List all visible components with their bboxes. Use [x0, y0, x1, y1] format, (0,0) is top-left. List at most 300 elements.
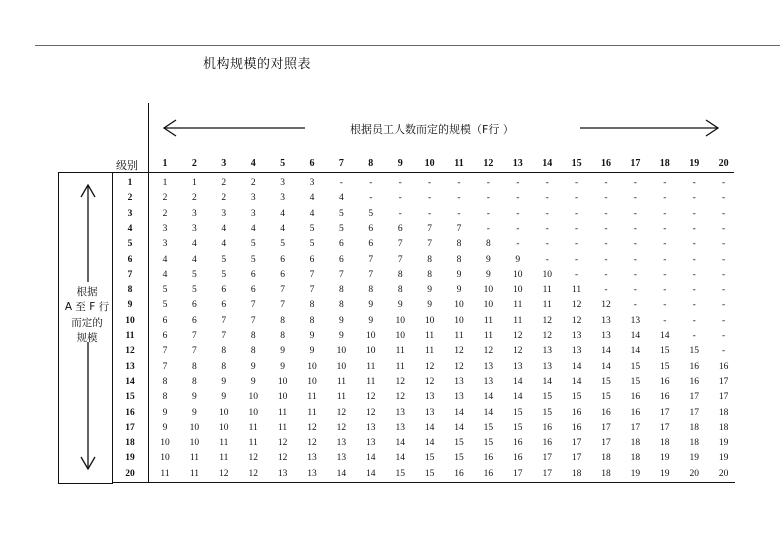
table-cell: 12 [336, 407, 347, 418]
table-cell: - [369, 193, 373, 204]
table-cell: 7 [221, 315, 227, 326]
table-cell: 3 [192, 223, 197, 234]
table-cell: 13 [630, 315, 641, 326]
table-cell: 10 [454, 315, 464, 326]
table-cell: 6 [221, 300, 227, 311]
table-cell: 6 [192, 300, 197, 311]
table-cell: - [604, 208, 608, 219]
table-cell: 18 [601, 453, 611, 464]
table-cell: 9 [486, 254, 491, 265]
table-cell: 2 [162, 208, 168, 219]
table-cell: 7 [309, 269, 315, 280]
table-cell: 9 [221, 376, 227, 387]
table-cell: 14 [483, 407, 494, 418]
column-header-16: 16 [601, 158, 611, 169]
table-cell: 13 [307, 453, 317, 464]
table-cell: 17 [689, 407, 699, 418]
table-cell: - [398, 193, 402, 204]
table-cell: 15 [454, 453, 464, 464]
table-cell: 11 [483, 331, 493, 341]
table-cell: 15 [513, 422, 523, 433]
table-cell: - [604, 223, 608, 234]
table-cell: 11 [454, 331, 464, 341]
column-header-9: 9 [397, 158, 403, 169]
table-cell: - [663, 178, 667, 188]
table-cell: 12 [248, 453, 258, 464]
table-cell: 11 [336, 376, 346, 387]
table-cell: 12 [219, 468, 229, 479]
column-header-6: 6 [309, 158, 315, 169]
table-cell: 13 [424, 392, 435, 403]
table-cell: 8 [309, 300, 315, 311]
table-cell: 8 [221, 346, 227, 357]
table-cell: - [692, 239, 696, 250]
table-cell: 14 [513, 392, 523, 403]
table-cell: - [575, 223, 579, 234]
row-level-9: 9 [127, 300, 133, 311]
table-cell: - [692, 254, 696, 265]
table-cell: - [663, 254, 667, 265]
table-cell: 3 [280, 193, 285, 204]
table-cell: - [633, 223, 637, 234]
table-cell: 8 [280, 315, 285, 326]
table-cell: 11 [336, 392, 346, 403]
table-cell: 17 [601, 422, 611, 433]
table-cell: 12 [395, 392, 405, 403]
table-cell: 7 [192, 346, 197, 357]
table-cell: 12 [336, 422, 347, 433]
table-cell: 15 [454, 438, 464, 449]
table-cell: 12 [513, 346, 523, 357]
row-level-19: 19 [125, 453, 135, 464]
table-cell: 19 [718, 453, 729, 464]
table-cell: 3 [221, 208, 227, 219]
column-header-11: 11 [454, 158, 464, 169]
table-cell: 8 [221, 361, 227, 372]
column-header-2: 2 [191, 158, 197, 169]
column-header-1: 1 [162, 158, 168, 169]
table-cell: 13 [454, 376, 464, 387]
table-cell: 20 [689, 468, 699, 479]
table-cell: 4 [162, 254, 168, 265]
table-cell: - [516, 193, 520, 204]
table-cell: - [516, 208, 520, 219]
table-cell: 15 [660, 346, 670, 357]
table-cell: 15 [542, 392, 552, 403]
table-cell: 7 [368, 254, 374, 265]
table-cell: 19 [630, 468, 641, 479]
table-cell: 17 [542, 468, 552, 479]
row-level-17: 17 [125, 422, 135, 433]
table-cell: 11 [189, 468, 199, 479]
table-cell: - [722, 285, 726, 296]
column-header-14: 14 [542, 158, 553, 169]
table-cell: 11 [366, 361, 376, 372]
table-cell: - [516, 178, 520, 188]
table-cell: - [486, 193, 490, 204]
table-cell: - [722, 254, 726, 265]
table-cell: 7 [339, 269, 344, 280]
table-cell: 8 [192, 376, 197, 387]
table-cell: 8 [368, 285, 374, 296]
table-cell: 11 [542, 285, 552, 296]
table-cell: 6 [192, 315, 197, 326]
table-cell: 9 [162, 422, 168, 433]
table-cell: - [545, 193, 549, 204]
row-level-6: 6 [127, 254, 133, 265]
table-cell: 16 [483, 468, 494, 479]
row-level-11: 11 [125, 331, 135, 341]
table-cell: 14 [601, 346, 611, 357]
table-cell: 8 [456, 239, 462, 250]
table-cell: 10 [366, 331, 376, 341]
table-cell: - [722, 223, 726, 234]
table-cell: 12 [601, 300, 611, 311]
table-cell: 9 [486, 269, 491, 280]
table-cell: 12 [424, 376, 435, 387]
table-cell: 9 [368, 315, 374, 326]
table-cell: 18 [718, 422, 729, 433]
table-cell: 19 [718, 438, 729, 449]
table-cell: 9 [339, 315, 344, 326]
table-cell: 8 [162, 376, 168, 387]
table-cell: 17 [660, 422, 670, 433]
table-cell: 13 [366, 422, 376, 433]
table-cell: 13 [601, 331, 611, 341]
table-cell: 13 [542, 361, 552, 372]
table-cell: 11 [189, 453, 199, 464]
table-cell: 1 [192, 178, 197, 188]
table-cell: - [545, 178, 549, 188]
table-cell: 7 [192, 331, 197, 341]
table-cell: 5 [221, 254, 227, 265]
table-cell: 10 [160, 453, 170, 464]
table-cell: - [428, 193, 432, 204]
table-cell: - [604, 285, 608, 296]
table-cell: 20 [718, 468, 729, 479]
table-cell: 12 [248, 468, 258, 479]
table-cell: 17 [571, 438, 582, 449]
level-label: 级别 [116, 159, 138, 172]
table-cell: 7 [368, 269, 374, 280]
table-cell: - [633, 254, 637, 265]
table-cell: 14 [660, 331, 670, 341]
table-cell: 13 [513, 361, 523, 372]
table-cell: 8 [192, 361, 197, 372]
table-cell: 16 [542, 438, 552, 449]
table-cell: - [633, 208, 637, 219]
table-cell: 15 [689, 346, 699, 357]
table-cell: 7 [456, 223, 462, 234]
table-cell: 18 [689, 438, 699, 449]
table-cell: 7 [250, 300, 256, 311]
table-cell: 12 [277, 438, 288, 449]
table-cell: 17 [601, 438, 611, 449]
table-cell: 10 [189, 438, 200, 449]
column-header-12: 12 [483, 158, 494, 169]
table-cell: 18 [571, 468, 582, 479]
table-cell: 3 [250, 193, 256, 204]
table-cell: 12 [454, 346, 464, 357]
table-cell: 6 [309, 254, 315, 265]
table-cell: 14 [571, 361, 582, 372]
row-level-7: 7 [127, 269, 133, 280]
table-cell: 10 [307, 361, 317, 372]
table-cell: 10 [483, 285, 494, 296]
table-cell: 18 [718, 407, 729, 418]
table-cell: 16 [601, 407, 611, 418]
table-cell: 15 [630, 376, 641, 387]
table-cell: 4 [192, 239, 197, 250]
table-cell: 14 [483, 392, 494, 403]
table-cell: 15 [395, 468, 405, 479]
table-cell: 17 [630, 422, 641, 433]
table-cell: - [604, 239, 608, 250]
table-cell: - [516, 223, 520, 234]
table-cell: 9 [339, 331, 344, 341]
table-cell: 14 [630, 346, 641, 357]
table-cell: 9 [250, 361, 256, 372]
table-cell: 15 [630, 361, 641, 372]
table-cell: 7 [427, 223, 432, 234]
table-cell: 16 [454, 468, 464, 479]
table-cell: 9 [280, 361, 285, 372]
table-cell: 11 [219, 438, 229, 449]
table-cell: 8 [427, 269, 432, 280]
table-cell: 4 [280, 223, 285, 234]
table-cell: 4 [162, 269, 168, 280]
row-level-5: 5 [127, 239, 133, 250]
table-cell: - [457, 208, 461, 219]
table-cell: 13 [454, 392, 464, 403]
table-cell: 11 [278, 422, 288, 433]
table-cell: 13 [601, 315, 611, 326]
table-cell: 5 [162, 300, 168, 311]
table-cell: - [428, 178, 432, 188]
table-cell: 12 [307, 438, 317, 449]
table-cell: 5 [309, 239, 315, 250]
table-cell: 2 [162, 193, 168, 204]
table-cell: 16 [630, 392, 641, 403]
column-header-19: 19 [689, 158, 700, 169]
table-cell: 7 [427, 239, 432, 250]
table-cell: - [339, 178, 343, 188]
table-cell: 3 [280, 178, 285, 188]
table-cell: 8 [397, 269, 403, 280]
table-cell: 8 [309, 315, 315, 326]
table-cell: - [369, 178, 373, 188]
table-cell: 6 [162, 315, 168, 326]
side-label-line-4: 规模 [76, 332, 98, 344]
table-cell: 18 [630, 438, 641, 449]
column-header-20: 20 [718, 158, 729, 169]
table-cell: 10 [395, 331, 405, 341]
row-level-12: 12 [125, 346, 135, 357]
table-cell: 5 [250, 239, 256, 250]
row-level-3: 3 [127, 208, 133, 219]
table-cell: 13 [424, 407, 435, 418]
table-cell: - [692, 300, 696, 311]
table-cell: 15 [601, 392, 611, 403]
table-cell: - [722, 208, 726, 219]
table-cell: 11 [307, 392, 317, 403]
table-cell: 12 [483, 346, 494, 357]
table-cell: 15 [424, 453, 435, 464]
table-cell: 11 [483, 315, 493, 326]
table-cell: 4 [339, 193, 344, 204]
table-cell: 10 [219, 422, 229, 433]
table-cell: 9 [162, 407, 168, 418]
table-cell: 9 [368, 300, 374, 311]
table-cell: 9 [221, 392, 227, 403]
table-cell: 10 [542, 269, 552, 280]
table-cell: 6 [162, 331, 168, 341]
table-cell: 12 [571, 315, 582, 326]
table-cell: 11 [395, 346, 405, 357]
table-cell: 14 [424, 438, 435, 449]
table-cell: - [545, 208, 549, 219]
table-cell: 17 [513, 468, 523, 479]
column-header-17: 17 [630, 158, 641, 169]
table-cell: - [722, 239, 726, 250]
table-cell: 11 [278, 407, 288, 418]
table-cell: 13 [483, 376, 494, 387]
table-cell: - [575, 178, 579, 188]
table-cell: 5 [162, 285, 168, 296]
table-cell: 17 [660, 407, 670, 418]
table-cell: 15 [542, 407, 552, 418]
table-cell: 7 [162, 361, 168, 372]
table-cell: - [722, 315, 726, 326]
table-cell: 13 [542, 346, 552, 357]
table-cell: 8 [486, 239, 491, 250]
table-cell: 4 [192, 254, 197, 265]
table-cell: 4 [221, 223, 227, 234]
table-cell: 11 [542, 300, 552, 311]
table-cell: 11 [425, 331, 435, 341]
table-cell: 7 [280, 285, 285, 296]
table-cell: 5 [339, 223, 344, 234]
table-cell: - [398, 178, 402, 188]
table-cell: 13 [571, 331, 582, 341]
table-cell: 7 [221, 331, 227, 341]
table-cell: 14 [366, 468, 376, 479]
table-cell: 12 [571, 300, 582, 311]
table-cell: 14 [571, 376, 582, 387]
table-cell: 11 [307, 407, 317, 418]
table-cell: - [604, 254, 608, 265]
table-cell: - [663, 239, 667, 250]
table-cell: 6 [397, 223, 403, 234]
table-cell: 9 [250, 376, 256, 387]
table-cell: 13 [336, 453, 347, 464]
table-cell: 15 [601, 376, 611, 387]
table-cell: 18 [660, 438, 670, 449]
table-cell: 16 [660, 392, 670, 403]
table-cell: 10 [277, 392, 288, 403]
table-cell: 9 [397, 300, 403, 311]
table-cell: - [633, 269, 637, 280]
table-cell: 16 [689, 361, 699, 372]
table-cell: 10 [219, 407, 229, 418]
table-cell: 10 [366, 346, 376, 357]
table-cell: - [545, 223, 549, 234]
table-cell: 2 [221, 178, 227, 188]
table-cell: 8 [339, 285, 344, 296]
table-cell: - [722, 300, 726, 311]
table-cell: 18 [630, 453, 641, 464]
table-cell: 16 [689, 376, 699, 387]
table-cell: 9 [280, 346, 285, 357]
table-cell: 4 [309, 208, 315, 219]
row-level-4: 4 [127, 223, 133, 234]
table-cell: 10 [248, 407, 258, 418]
table-cell: 8 [162, 392, 168, 403]
table-cell: 10 [454, 300, 464, 311]
table-cell: 10 [277, 376, 288, 387]
table-cell: 7 [250, 315, 256, 326]
table-cell: 9 [515, 254, 521, 265]
row-level-2: 2 [127, 193, 133, 204]
table-cell: 9 [309, 346, 315, 357]
table-cell: 11 [513, 315, 523, 326]
table-cell: 6 [339, 239, 344, 250]
table-cell: 5 [309, 223, 315, 234]
table-cell: 6 [221, 285, 227, 296]
table-cell: 10 [336, 361, 347, 372]
table-cell: 12 [366, 392, 376, 403]
table-cell: 6 [339, 254, 344, 265]
row-level-8: 8 [127, 285, 133, 296]
table-cell: 16 [483, 453, 494, 464]
table-cell: 7 [397, 254, 403, 265]
table-cell: 11 [248, 438, 258, 449]
table-cell: - [633, 285, 637, 296]
table-cell: 12 [424, 361, 435, 372]
table-cell: 10 [483, 300, 494, 311]
table-cell: 16 [571, 407, 582, 418]
table-cell: - [722, 178, 726, 188]
table-cell: 5 [280, 239, 285, 250]
table-cell: - [486, 178, 490, 188]
table-cell: - [692, 208, 696, 219]
table-cell: - [663, 300, 667, 311]
table-cell: 14 [601, 361, 611, 372]
table-cell: 9 [456, 285, 462, 296]
table-cell: 14 [395, 438, 405, 449]
table-cell: 6 [280, 254, 285, 265]
table-cell: 9 [427, 300, 432, 311]
table-cell: 10 [513, 285, 523, 296]
table-cell: 13 [571, 346, 582, 357]
table-cell: - [692, 269, 696, 280]
table-cell: 16 [542, 422, 552, 433]
table-cell: 10 [336, 346, 347, 357]
table-cell: - [604, 269, 608, 280]
table-cell: 9 [456, 269, 462, 280]
table-cell: 16 [513, 438, 523, 449]
column-header-4: 4 [250, 158, 256, 169]
column-header-8: 8 [368, 158, 374, 169]
row-level-14: 14 [125, 376, 135, 387]
table-cell: 14 [454, 407, 464, 418]
table-cell: 8 [339, 300, 344, 311]
table-cell: 7 [309, 285, 315, 296]
table-cell: 15 [513, 407, 523, 418]
table-cell: - [692, 331, 696, 341]
side-label-line-2: A 至 F 行 [64, 301, 110, 313]
table-cell: - [545, 254, 549, 265]
